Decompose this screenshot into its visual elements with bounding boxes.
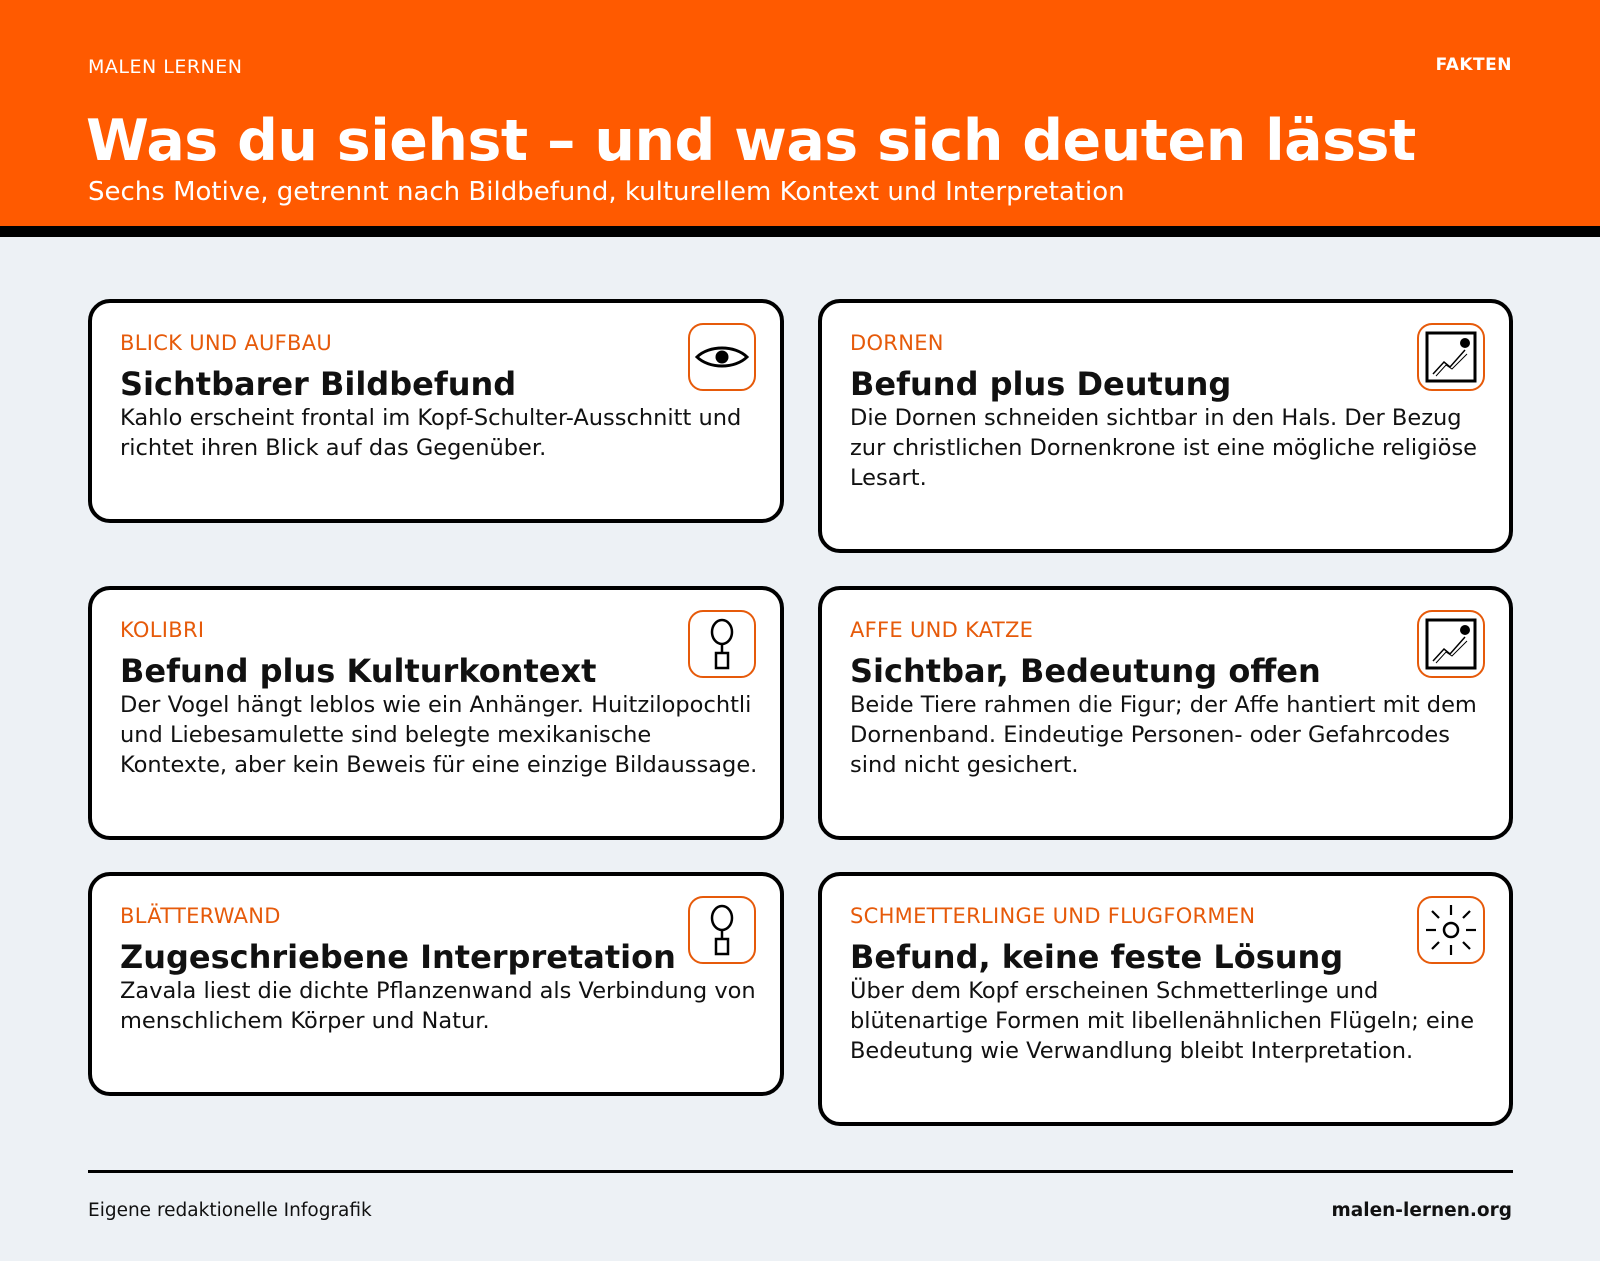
footer-site-link[interactable]: malen-lernen.org [1331, 1200, 1512, 1221]
card-heading: Zugeschriebene Interpretation [120, 938, 676, 976]
card-body: Zavala liest die dichte Pflanzenwand als Verbindung von menschlichem Körper und Natur. [120, 978, 756, 1034]
card-heading: Sichtbar, Bedeutung offen [850, 652, 1321, 690]
card-category: BLÄTTERWAND [120, 904, 281, 928]
card-heading: Befund plus Deutung [850, 365, 1232, 403]
card-body: Über dem Kopf erscheinen Schmetterlinge und blütenartige Formen mit libellenähnlichen Flügeln; eine Bedeutung wie Verwandlung bleibt Interpretation. [850, 978, 1475, 1064]
motif-card-schmetterlinge [818, 872, 1513, 1126]
header-banner [0, 0, 1600, 226]
card-category: SCHMETTERLINGE UND FLUGFORMEN [850, 904, 1256, 928]
pendant-icon [688, 896, 756, 964]
card-body: Kahlo erscheint frontal im Kopf-Schulter-Ausschnitt und richtet ihren Blick auf das Gegenüber. [120, 405, 742, 461]
card-category: DORNEN [850, 331, 944, 355]
motif-card-blaetterwand [88, 872, 784, 1096]
motif-card-affe-katze [818, 586, 1513, 840]
page-title: Was du siehst – und was sich deuten lässt [86, 108, 1416, 174]
card-category: KOLIBRI [120, 618, 205, 642]
page-subtitle: Sechs Motive, getrennt nach Bildbefund, kulturellem Kontext und Interpretation [88, 177, 1125, 207]
motif-card-dornen [818, 299, 1513, 553]
motif-card-blick [88, 299, 784, 523]
footer-credit: Eigene redaktionelle Infografik [88, 1200, 372, 1221]
card-heading: Befund, keine feste Lösung [850, 938, 1344, 976]
card-heading: Sichtbarer Bildbefund [120, 365, 517, 403]
card-body: Beide Tiere rahmen die Figur; der Affe hantiert mit dem Dornenband. Eindeutige Personen- oder Gefahrcodes sind nicht gesichert. [850, 692, 1477, 778]
brand-label: MALEN LERNEN [88, 56, 243, 78]
section-tag: FAKTEN [1435, 55, 1512, 75]
sun-icon [1417, 896, 1485, 964]
card-heading: Befund plus Kulturkontext [120, 652, 597, 690]
card-body: Der Vogel hängt leblos wie ein Anhänger. Huitzilopochtli und Liebesamulette sind belegte mexikanische Kontexte, aber kein Beweis für eine einzige Bildaussage. [120, 692, 758, 778]
picture-icon [1417, 610, 1485, 678]
card-body: Die Dornen schneiden sichtbar in den Hals. Der Bezug zur christlichen Dornenkrone ist eine mögliche religiöse Lesart. [850, 405, 1478, 491]
header-divider [0, 226, 1600, 237]
card-category: AFFE UND KATZE [850, 618, 1034, 642]
motif-card-kolibri [88, 586, 784, 840]
eye-icon [688, 323, 756, 391]
footer-divider [88, 1170, 1513, 1173]
pendant-icon [688, 610, 756, 678]
card-category: BLICK UND AUFBAU [120, 331, 333, 355]
picture-icon [1417, 323, 1485, 391]
